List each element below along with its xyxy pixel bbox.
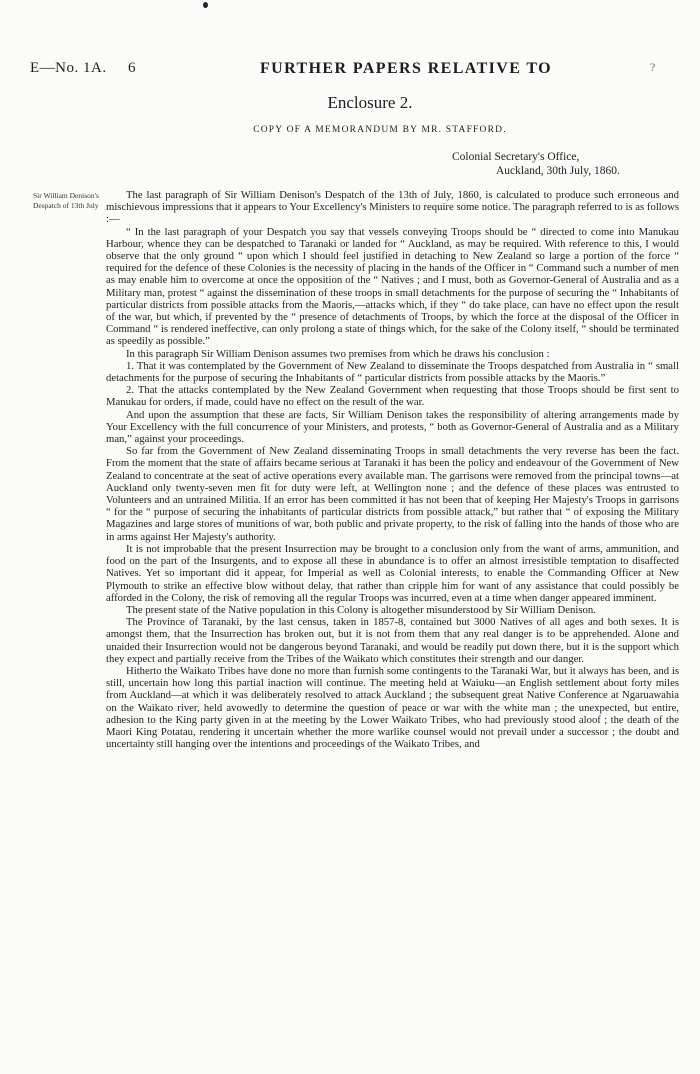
paragraph: The present state of the Native population in this Colony is altogether misunderstood by Sir William Denison. bbox=[126, 603, 596, 616]
document-reference: E—No. 1A. bbox=[30, 60, 107, 76]
paragraph: It is not improbable that the present Insurrection may be brought to a conclusion only from the want of arms, ammunition, and food on the part of the Insurgents, and to expose all these in abundance is to offer an almost irresistible temptation to disaffected Natives. Yet so important did it appear, for Imperial as well as Colonial interests, to enable the Commanding Officer at New Plymouth to strike an effective blow without delay, that rather than cripple him for want of any assistance that could possibly be afforded in the Colony, the risk of removing all the regular Troops was incurred, even at a time when danger appeared imminent. bbox=[106, 542, 679, 604]
memorandum-title: COPY OF A MEMORANDUM BY MR. STAFFORD. bbox=[253, 125, 507, 135]
paragraph: So far from the Government of New Zealand disseminating Troops in small detachments the very reverse has been the fact. From the moment that the state of affairs became serious at Taranaki it has been the policy and endeavour of the Government of New Zealand to concentrate at the seat of active operations every available man. The garrisons were removed from the principal towns—at Auckland only twenty-seven men fit for duty were left, at Wellington none ; and the defence of these places was entrusted to Volunteers and an untrained Militia. If an error has been committed it has not been that of keeping Her Majesty's Troops in garrisons “ for the “ purpose of securing the inhabitants of particular districts from possible attack,” but rather that “ of exposing the Military Magazines and large stores of munitions of war, both public and private property, to the risk of falling into the hands of those who are in arms against Her Majesty's authority. bbox=[106, 445, 679, 543]
margin-note: Sir William Denison's Despatch of 13th July bbox=[33, 191, 99, 210]
ink-dot bbox=[203, 2, 208, 8]
numbered-premise-2: 2. That the attacks contemplated by the New Zealand Government when requesting that those Troops should be first sent to Manukau for orders, if made, could have no effect on the result of the war. bbox=[106, 384, 679, 409]
page-number: 6 bbox=[128, 60, 136, 76]
office-address bbox=[452, 150, 620, 178]
memorandum-body bbox=[106, 189, 679, 750]
quoted-paragraph: “ In the last paragraph of your Despatch you say that vessels conveying Troops should be “ directed to come into Manukau Harbour, whence they can be despatched to Taranaki or landed for “ Auckland, as may be required. With reference to this, I would observe that the only ground “ upon which I should feel justified in detaching to New Zealand so large a portion of the force “ required for the defence of these Colonies is the necessity of placing in the hands of the Officer in “ Command such a number of men as may enable him to overcome at once the opposition of the “ Natives ; and I must, both as Governor-General of Australia and as a Military man, protest “ against the dissemination of these troops in small detachments for the purpose of securing the “ Inhabitants of particular districts from possible attacks from the Maoris,—attacks which, if they “ do take place, can have no effect upon the result of the war, but which, if prevented by the “ presence of detachments of Troops, by which the force at the disposal of the Officer in Command “ is rendered ineffective, can only prolong a state of things which, for the sake of the Colony itself, “ should be terminated as speedily as possible.” bbox=[106, 225, 679, 348]
corner-mark: ? bbox=[650, 60, 656, 74]
page-header bbox=[30, 60, 670, 82]
enclosure-heading: Enclosure 2. bbox=[327, 93, 413, 112]
paragraph: In this paragraph Sir William Denison assumes two premises from which he draws his conclusion : bbox=[126, 347, 550, 360]
paragraph: The Province of Taranaki, by the last census, taken in 1857-8, contained but 3000 Natives of all ages and both sexes. It is amongst them, that the Insurrection has broken out, but it is not from them that any real danger is to be apprehended. Alone and unaided their Insurrection would not be dangerous beyond Taranaki, and would be readily put down there, but it is the support which they expect and partially receive from the Tribes of the Waikato which constitutes their strength and our danger. bbox=[106, 616, 679, 665]
running-title: FURTHER PAPERS RELATIVE TO bbox=[260, 60, 553, 77]
office-line-2: Auckland, 30th July, 1860. bbox=[496, 165, 620, 177]
numbered-premise-1: 1. That it was contemplated by the Government of New Zealand to disseminate the Troops despatched from Australia in “ small detachments for the purpose of securing the Inhabitants of “ particular districts from possible attacks by the Maoris.” bbox=[106, 359, 679, 385]
paragraph: And upon the assumption that these are facts, Sir William Denison takes the responsibility of altering arrangements made by Your Excellency with the full concurrence of your Ministers, and protests, “ both as Governor-General of Australia and as a Military man,” against your proceedings. bbox=[106, 408, 679, 446]
office-line-1: Colonial Secretary's Office, bbox=[452, 151, 580, 163]
paragraph: Hitherto the Waikato Tribes have done no more than furnish some contingents to the Taranaki War, but it always has been, and is still, uncertain how long this partial inaction will continue. The meeting held at Waiuku—an English settlement about forty miles from Auckland—at which it was deliberately resolved to attack Auckland ; the subsequent great Native Conference at Ngaruawahia on the Waikato river, held avowedly to determine the question of peace or war with the white man ; the unexpected, but entire, adhesion to the King party given in at the meeting by the Lower Waikato Tribes, who had previously stood aloof ; the death of the Maori King Potatau, rendering it uncertain whether the more warlike counsel would not prevail under a successor ; the doubt and uncertainty still hanging over the intentions and proceedings of the Waikato Tribes, and bbox=[106, 664, 679, 751]
paragraph: The last paragraph of Sir William Denison's Despatch of the 13th of July, 1860, is calculated to produce such erroneous and mischievous impressions that it appears to Your Excellency's Ministers to require some notice. The paragraph referred to is as follows :— bbox=[106, 189, 679, 226]
